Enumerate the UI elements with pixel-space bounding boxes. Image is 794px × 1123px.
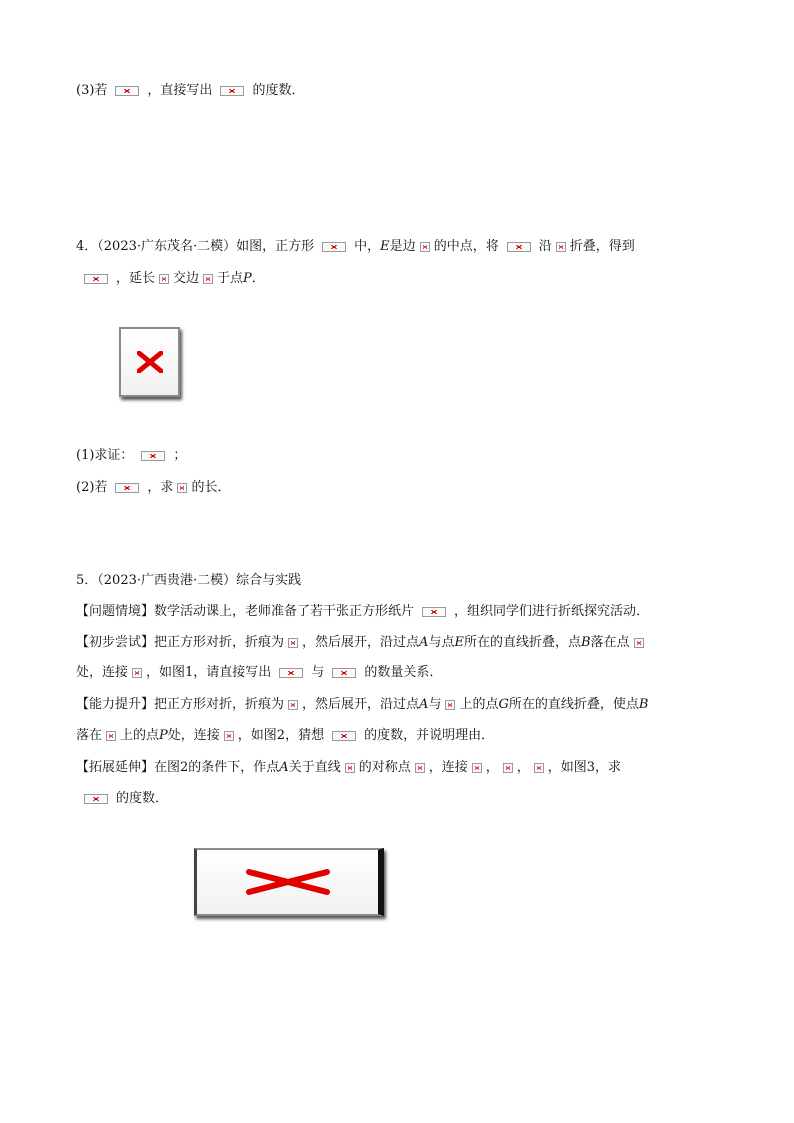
broken-image-icon xyxy=(634,638,644,648)
q5-line-5 xyxy=(76,696,648,714)
q5-text: 在图2的条件下，作点 xyxy=(154,760,280,775)
q5-figure-broken-image xyxy=(194,848,384,916)
q4-number: 4． xyxy=(76,239,98,254)
q5-source: （2023·广西贵港·二模） xyxy=(97,573,237,588)
broken-image-icon xyxy=(288,700,298,710)
broken-image-icon xyxy=(115,86,139,96)
q5-line-3 xyxy=(76,634,648,652)
broken-image-icon xyxy=(420,242,430,252)
broken-image-icon xyxy=(345,763,355,773)
broken-image-icon xyxy=(224,731,234,741)
q5-text: ， xyxy=(516,760,530,775)
q3-mid: ，直接写出 xyxy=(147,83,213,98)
section-tag: 【拓展延伸】 xyxy=(76,760,155,775)
broken-image-icon xyxy=(84,794,108,804)
broken-image-icon xyxy=(503,763,513,773)
q4-text: 沿 xyxy=(538,239,552,254)
broken-image-icon xyxy=(332,731,356,741)
q5-text: 的数量关系． xyxy=(364,665,443,680)
q5-text: 处，连接 xyxy=(76,665,129,680)
point-label: A xyxy=(279,760,289,775)
q4-line-1 xyxy=(76,238,635,256)
q5-text: 上的点 xyxy=(459,697,499,712)
q5-text: 所在的直线折叠，点 xyxy=(463,635,581,650)
broken-image-icon xyxy=(84,274,108,284)
q3-prefix: (3)若 xyxy=(76,83,108,98)
point-label: E xyxy=(454,635,464,650)
broken-image-icon xyxy=(445,700,455,710)
point-label: G xyxy=(498,697,509,712)
broken-image-icon xyxy=(141,451,165,461)
q5-text: ，然后展开，沿过点 xyxy=(302,635,420,650)
broken-image-icon xyxy=(132,668,142,678)
q5-text: 落在点 xyxy=(590,635,630,650)
broken-image-icon xyxy=(288,638,298,648)
q5-number: 5． xyxy=(76,573,98,588)
q4-text: ． xyxy=(251,271,265,286)
q4-text: 中， xyxy=(354,239,381,254)
q4-text: 于点 xyxy=(217,271,244,286)
section-tag: 【能力提升】 xyxy=(76,697,155,712)
q5-text: 数学活动课上，老师准备了若干张正方形纸片 xyxy=(154,604,415,619)
q4-sub2-mid: ，求 xyxy=(147,480,174,495)
q5-text: 与 xyxy=(311,665,325,680)
broken-image-icon xyxy=(106,731,116,741)
broken-image-icon xyxy=(137,351,163,373)
q5-text: ， xyxy=(485,760,499,775)
broken-image-icon xyxy=(115,483,139,493)
q5-text: 落在 xyxy=(76,728,103,743)
q5-line-6 xyxy=(76,727,494,745)
broken-image-icon xyxy=(422,607,446,617)
q4-figure-broken-image xyxy=(119,327,180,397)
q5-text: 上的点 xyxy=(120,728,160,743)
point-label: P xyxy=(159,728,168,743)
q5-line-1 xyxy=(76,572,301,590)
section-tag: 【初步尝试】 xyxy=(76,635,155,650)
q4-source: （2023·广东茂名·二模） xyxy=(97,239,237,254)
q5-text: 的度数，并说明理由． xyxy=(364,728,495,743)
broken-image-icon xyxy=(279,668,303,678)
q4-text: ，延长 xyxy=(116,271,156,286)
q5-text: 把正方形对折，折痕为 xyxy=(154,635,285,650)
q4-text: 如图，正方形 xyxy=(236,239,315,254)
q3-line xyxy=(76,82,304,100)
q5-text: 处，连接 xyxy=(167,728,220,743)
q5-title: 综合与实践 xyxy=(236,573,302,588)
q4-text: 折叠，得到 xyxy=(569,239,635,254)
q4-text: 是边 xyxy=(389,239,416,254)
point-label: P xyxy=(243,271,252,286)
broken-image-icon xyxy=(220,86,244,96)
point-label: A xyxy=(419,635,429,650)
q5-text: 的对称点 xyxy=(358,760,411,775)
point-label: B xyxy=(580,635,591,650)
q4-sub2-prefix: (2)若 xyxy=(76,480,108,495)
q5-text: ，如图3，求 xyxy=(547,760,622,775)
point-label: B xyxy=(638,697,649,712)
broken-image-icon xyxy=(332,668,356,678)
q5-text: ，如图1，请直接写出 xyxy=(146,665,272,680)
point-label: E xyxy=(380,239,390,254)
q5-text: 所在的直线折叠，使点 xyxy=(508,697,639,712)
q4-sub2-suffix: 的长． xyxy=(191,480,231,495)
q4-sub1-prefix: (1)求证： xyxy=(76,448,134,463)
q5-text: 的度数． xyxy=(116,791,169,806)
broken-image-icon xyxy=(159,274,169,284)
q5-text: 与 xyxy=(428,697,442,712)
broken-image-icon xyxy=(203,274,213,284)
q5-text: 关于直线 xyxy=(288,760,341,775)
q4-sub1 xyxy=(76,447,186,465)
broken-image-icon xyxy=(507,242,531,252)
broken-image-icon xyxy=(472,763,482,773)
broken-image-icon xyxy=(177,483,187,493)
q5-text: ，然后展开，沿过点 xyxy=(302,697,420,712)
q4-line-2 xyxy=(76,270,265,288)
point-label: A xyxy=(419,697,429,712)
q3-suffix: 的度数． xyxy=(252,83,305,98)
q4-text: 的中点，将 xyxy=(433,239,499,254)
section-tag: 【问题情境】 xyxy=(76,604,155,619)
broken-image-icon xyxy=(556,242,566,252)
broken-image-icon xyxy=(322,242,346,252)
q5-text: 把正方形对折，折痕为 xyxy=(154,697,285,712)
q5-line-4 xyxy=(76,664,442,682)
q4-sub1-suffix: ； xyxy=(173,448,187,463)
broken-image-icon xyxy=(534,763,544,773)
q4-sub2 xyxy=(76,479,230,497)
q5-text: ，连接 xyxy=(428,760,468,775)
q5-line-2 xyxy=(76,603,649,621)
q5-text: ，组织同学们进行折纸探究活动． xyxy=(454,604,650,619)
q4-text: 交边 xyxy=(173,271,200,286)
q5-text: 与点 xyxy=(428,635,455,650)
q5-line-7 xyxy=(76,759,621,777)
q5-line-8 xyxy=(76,790,168,808)
broken-image-icon xyxy=(415,763,425,773)
q5-text: ，如图2，猜想 xyxy=(237,728,325,743)
broken-image-icon xyxy=(245,869,331,895)
